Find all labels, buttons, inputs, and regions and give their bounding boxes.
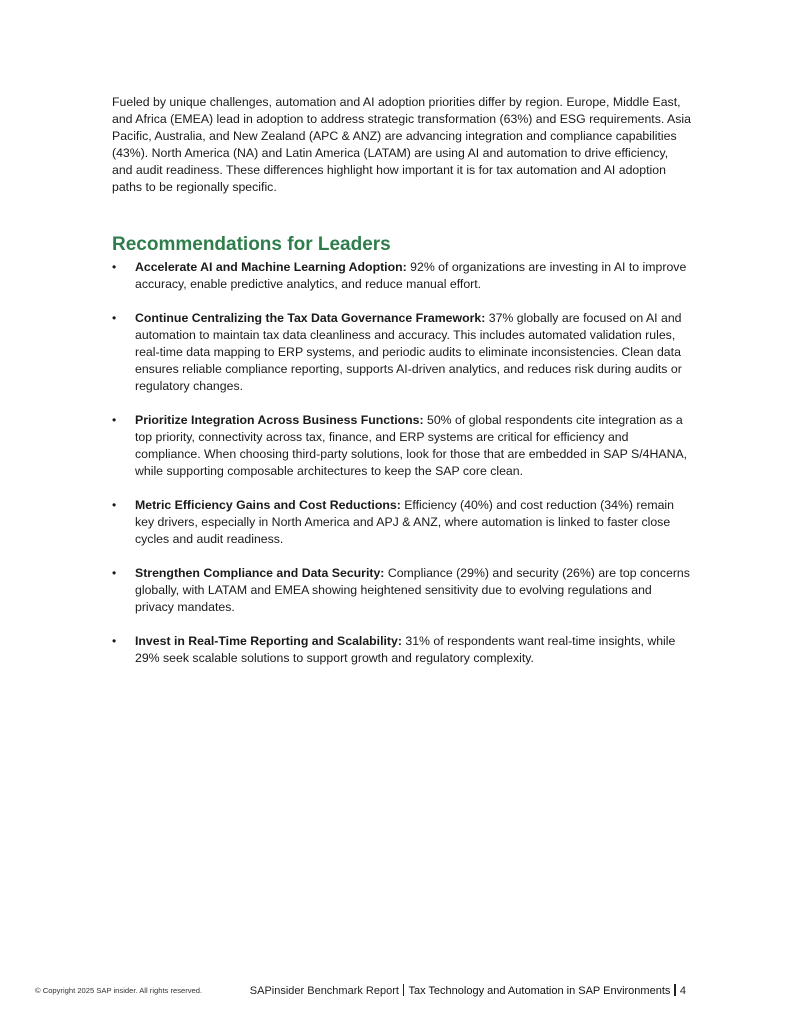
bullet-icon: • — [112, 260, 117, 274]
bullet-icon: • — [112, 413, 117, 427]
list-item — [112, 633, 692, 667]
list-item — [112, 565, 692, 616]
recommendation-text: Efficiency (40%) and cost reduction (34%) remain key drivers, especially in North America and APJ & ANZ, where automation is linked to faster close cycles and audit readiness. — [135, 498, 674, 546]
recommendation-text: 31% of respondents want real-time insights, while 29% seek scalable solutions to support growth and regulatory complexity. — [135, 634, 676, 665]
recommendation-text: 50% of global respondents cite integration as a top priority, connectivity across tax, finance, and ERP systems are critical for efficiency and compliance. When choosing third-party solutions, look for those that are embedded in SAP S/4HANA, while supporting composable architectures to keep the SAP core clean. — [135, 413, 688, 478]
list-item — [112, 412, 692, 480]
bullet-icon: • — [112, 311, 117, 325]
recommendation-text: 92% of organizations are investing in AI to improve accuracy, enable predictive analytics, and reduce manual effort. — [135, 260, 687, 291]
recommendation-title: Prioritize Integration Across Business Functions: — [135, 413, 424, 427]
recommendation-title: Continue Centralizing the Tax Data Governance Framework: — [135, 311, 486, 325]
recommendation-title: Accelerate AI and Machine Learning Adoption: — [135, 260, 407, 274]
footer-divider — [403, 984, 405, 996]
bullet-icon: • — [112, 498, 117, 512]
list-item — [112, 310, 692, 395]
footer-divider — [674, 984, 676, 996]
page-footer — [0, 984, 800, 998]
recommendation-text: 37% globally are focused on AI and automation to maintain tax data cleanliness and accuracy. This includes automated validation rules, real-time data mapping to ERP systems, and periodic audits to eliminate inconsistencies. Clean data ensures reliable compliance reporting, supports AI-driven analytics, and reduces risk during audits or regulatory changes. — [135, 311, 682, 393]
report-title: SAPinsider Benchmark Report — [249, 985, 399, 997]
report-subtitle: Tax Technology and Automation in SAP Environments — [408, 985, 671, 997]
list-item — [112, 497, 692, 548]
section-heading: Recommendations for Leaders — [112, 234, 391, 255]
copyright-notice: © Copyright 2025 SAP insider. All rights reserved. — [35, 986, 203, 995]
recommendation-title: Strengthen Compliance and Data Security: — [135, 566, 385, 580]
intro-paragraph: Fueled by unique challenges, automation and AI adoption priorities differ by region. Europe, Middle East, and Africa (EMEA) lead in adoption to address strategic transformation (63%) and ESG requirements. Asia Pacific, Australia, and New Zealand (APC & ANZ) are advancing integration and compliance capabilities (43%). North America (NA) and Latin America (LATAM) are using AI and automation to drive efficiency, and audit readiness. These differences highlight how important it is for tax automation and AI adoption paths to be regionally specific. — [112, 95, 691, 194]
main-content — [112, 94, 692, 684]
recommendation-title: Metric Efficiency Gains and Cost Reductions: — [135, 498, 401, 512]
bullet-icon: • — [112, 566, 117, 580]
footer-report-info — [250, 984, 686, 997]
bullet-icon: • — [112, 634, 117, 648]
list-item — [112, 259, 692, 293]
recommendation-title: Invest in Real-Time Reporting and Scalability: — [135, 634, 402, 648]
page-number: 4 — [679, 985, 686, 997]
recommendations-list — [112, 259, 692, 667]
recommendation-text: Compliance (29%) and security (26%) are top concerns globally, with LATAM and EMEA showing heightened sensitivity due to evolving regulations and privacy mandates. — [135, 566, 690, 614]
